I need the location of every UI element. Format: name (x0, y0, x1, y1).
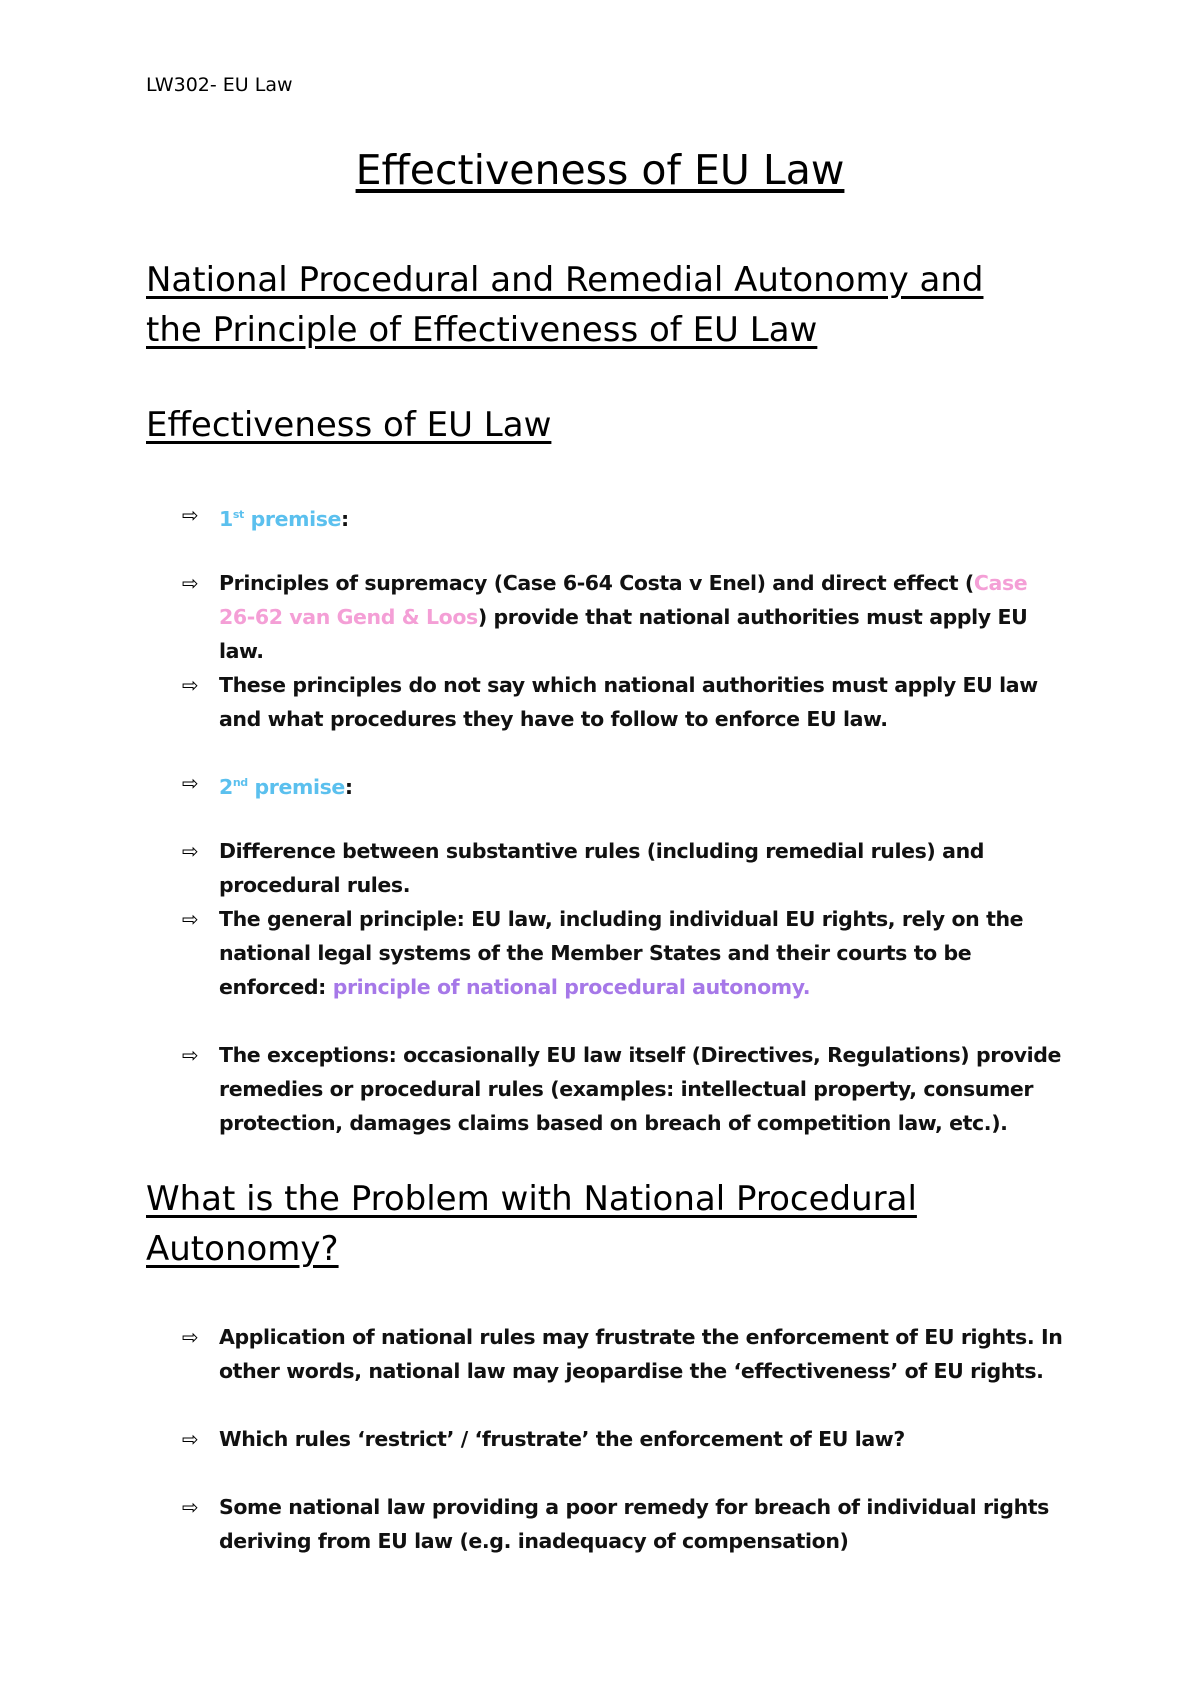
bullet-text: These principles do not say which national authorities must apply EU law and what procedures they have to follow to enforce EU law. (219, 673, 1038, 731)
heading-line: the Principle of Effectiveness of EU Law (146, 310, 818, 350)
section-heading-effectiveness: Effectiveness of EU Law (146, 405, 552, 445)
arrow-bullet-icon: ⇨ (182, 839, 199, 863)
arrow-bullet-icon: ⇨ (182, 1325, 199, 1349)
section-heading-procedural-autonomy (146, 255, 1096, 355)
arrow-bullet-icon: ⇨ (182, 673, 199, 697)
document-title: Effectiveness of EU Law (355, 146, 845, 194)
arrow-bullet-icon: ⇨ (182, 503, 199, 527)
heading-line: Autonomy? (146, 1229, 339, 1269)
premise-label: 1st premise (219, 506, 342, 531)
bullet-text: Application of national rules may frustrate the enforcement of EU rights. In other words, national law may jeopardise the ‘effectiveness’ of EU rights. (219, 1325, 1063, 1383)
arrow-bullet-icon: ⇨ (182, 1427, 199, 1451)
section-heading-problem (146, 1174, 1096, 1274)
bullet-text: Difference between substantive rules (including remedial rules) and procedural rules. (219, 839, 985, 897)
course-header: LW302- EU Law (146, 74, 293, 96)
arrow-bullet-icon: ⇨ (182, 771, 199, 795)
heading-line: National Procedural and Remedial Autonomy and (146, 260, 984, 300)
premise-label: 2nd premise (219, 774, 345, 799)
bullet-text: Principles of supremacy (Case 6-64 Costa v Enel) and direct effect (Case 26-62 van Gend & Loos) provide that national authorities must apply EU law. (219, 571, 1028, 663)
bullet-text: 1st premise: (219, 506, 349, 531)
bullet-text: 2nd premise: (219, 774, 353, 799)
heading-line: What is the Problem with National Procedural (146, 1179, 917, 1219)
arrow-bullet-icon: ⇨ (182, 1495, 199, 1519)
bullet-text: Which rules ‘restrict’ / ‘frustrate’ the enforcement of EU law? (219, 1427, 905, 1451)
bullet-text: The exceptions: occasionally EU law itself (Directives, Regulations) provide remedies or procedural rules (examples: intellectual property, consumer protection, damages claims based on breach of competition law, etc.). (219, 1043, 1062, 1135)
bullet-text: The general principle: EU law, including individual EU rights, rely on the national legal systems of the Member States and their courts to be enforced: principle of national procedural autonomy. (219, 907, 1024, 999)
arrow-bullet-icon: ⇨ (182, 571, 199, 595)
bullet-text: Some national law providing a poor remedy for breach of individual rights deriving from EU law (e.g. inadequacy of compensation) (219, 1495, 1049, 1553)
arrow-bullet-icon: ⇨ (182, 907, 199, 931)
principle-highlight: principle of national procedural autonomy. (332, 975, 811, 999)
case-reference: Case 26-62 van Gend & Loos (219, 571, 1028, 629)
arrow-bullet-icon: ⇨ (182, 1043, 199, 1067)
